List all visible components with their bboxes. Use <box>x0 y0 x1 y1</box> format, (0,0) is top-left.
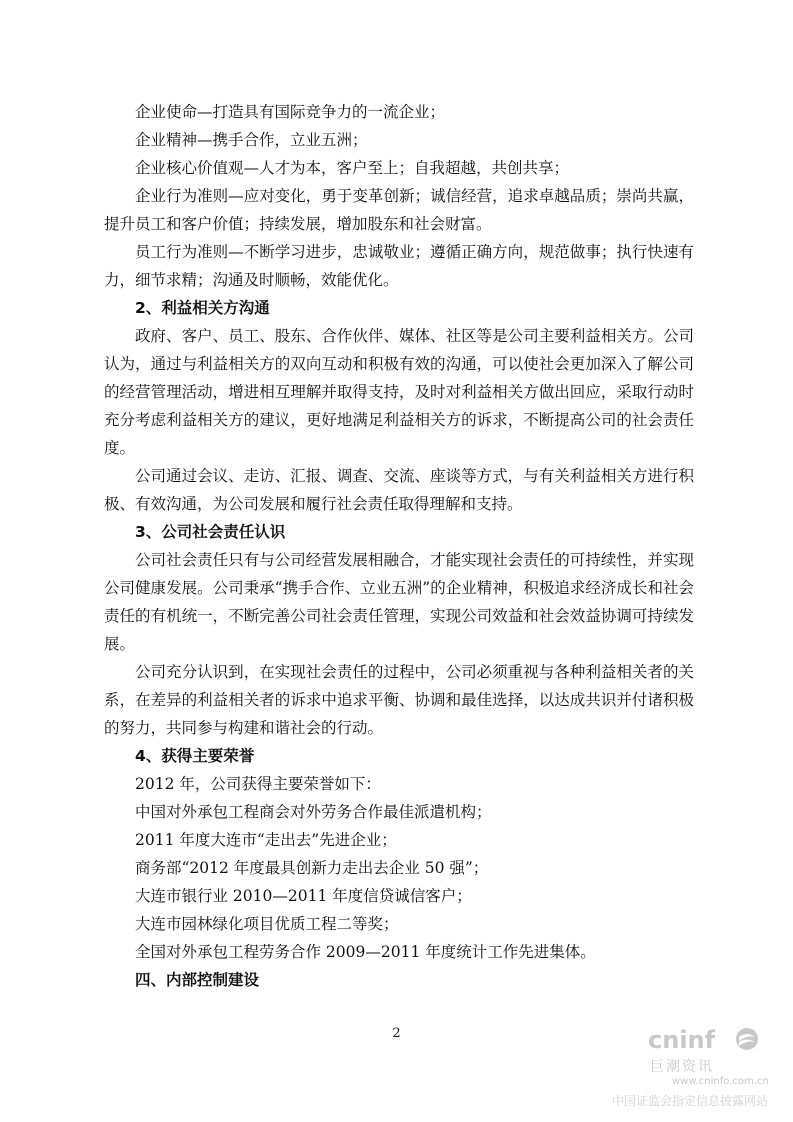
section-heading: 四、内部控制建设 <box>135 971 260 989</box>
list-item: 2011 年度大连市“走出去”先进企业； <box>135 831 397 849</box>
paragraph: 企业精神—携手合作，立业五洲； <box>135 131 368 149</box>
document-body <box>104 98 694 994</box>
paragraph: 企业行为准则—应对变化，勇于变革创新；诚信经营，追求卓越品质；崇尚共赢，提升员工和客户价值；持续发展，增加股东和社会财富。 <box>104 187 694 233</box>
list-item: 中国对外承包工程商会对外劳务合作最佳派遣机构； <box>135 803 492 821</box>
paragraph: 企业核心价值观—人才为本，客户至上；自我超越，共创共享； <box>135 159 570 177</box>
watermark-brand: cninf <box>648 1026 716 1054</box>
paragraph: 公司充分认识到，在实现社会责任的过程中，公司必须重视与各种利益相关者的关系，在差异的利益相关者的诉求中追求平衡、协调和最佳选择，以达成共识并付诸积极的努力，共同参与构建和谐社会的行动。 <box>104 663 694 737</box>
list-item: 大连市银行业 2010—2011 年度信贷诚信客户； <box>135 887 472 905</box>
list-item: 全国对外承包工程劳务合作 2009—2011 年度统计工作先进集体。 <box>135 943 596 961</box>
list-item: 商务部“2012 年度最具创新力走出去企业 50 强”； <box>135 859 489 877</box>
paragraph: 企业使命—打造具有国际竞争力的一流企业； <box>135 103 446 121</box>
watermark-tagline: 中国证监会指定信息披露网站 <box>612 1094 769 1108</box>
cninfo-watermark <box>612 1022 792 1122</box>
watermark-url: www.cninfo.com.cn <box>672 1076 769 1087</box>
watermark-brand-cn: 巨潮资讯 <box>650 1059 714 1075</box>
page-number: 2 <box>392 1026 401 1041</box>
paragraph: 2012 年，公司获得主要荣誉如下： <box>135 775 381 793</box>
paragraph: 政府、客户、员工、股东、合作伙伴、媒体、社区等是公司主要利益相关方。公司认为，通过与利益相关方的双向互动和积极有效的沟通，可以使社会更加深入了解公司的经营管理活动，增进相互理解并取得支持，及时对利益相关方做出回应，采取行动时充分考虑利益相关方的建议，更好地满足利益相关方的诉求，不断提高公司的社会责任度。 <box>104 327 694 457</box>
paragraph: 公司社会责任只有与公司经营发展相融合，才能实现社会责任的可持续性，并实现公司健康发展。公司秉承“携手合作、立业五洲”的企业精神，积极追求经济成长和社会责任的有机统一，不断完善公司社会责任管理，实现公司效益和社会效益协调可持续发展。 <box>104 551 694 653</box>
swirl-logo-icon <box>734 1026 760 1052</box>
paragraph: 公司通过会议、走访、汇报、调查、交流、座谈等方式，与有关利益相关方进行积极、有效沟通，为公司发展和履行社会责任取得理解和支持。 <box>104 467 694 513</box>
list-item: 大连市园林绿化项目优质工程二等奖； <box>135 915 399 933</box>
section-heading: 2、利益相关方沟通 <box>135 299 270 317</box>
section-heading: 4、获得主要荣誉 <box>135 747 255 765</box>
section-heading: 3、公司社会责任认识 <box>135 523 286 541</box>
paragraph: 员工行为准则—不断学习进步，忠诚敬业；遵循正确方向，规范做事；执行快速有力，细节求精；沟通及时顺畅，效能优化。 <box>104 243 694 289</box>
